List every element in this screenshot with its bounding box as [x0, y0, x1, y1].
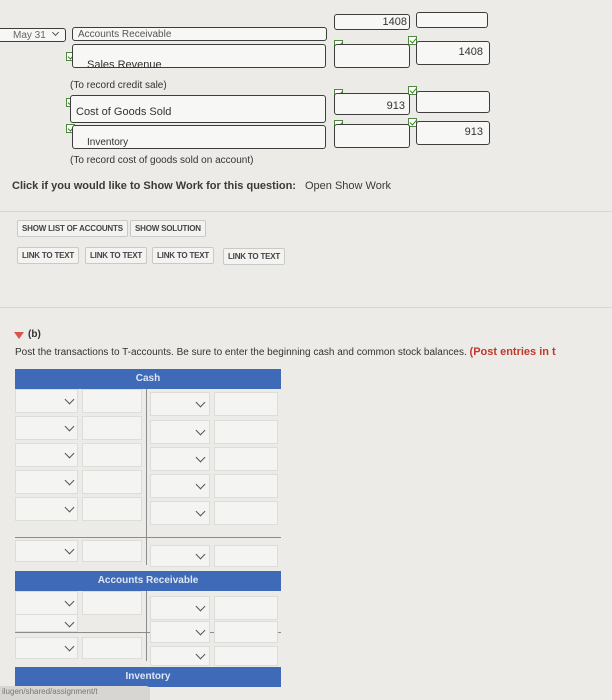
cash-credit-amount-input[interactable]	[214, 447, 278, 471]
cash-credit-amount-input[interactable]	[214, 420, 278, 444]
account-field-3-text: Cost of Goods Sold	[76, 106, 172, 118]
account-field-2-text: Sales Revenue	[87, 59, 162, 71]
chevron-down-icon	[196, 507, 206, 517]
divider	[0, 211, 612, 212]
ar-credit-amount-input[interactable]	[214, 596, 278, 620]
t-account-title-accounts-receivable: Accounts Receivable	[97, 575, 199, 586]
debit-field-1-value: 1408	[382, 16, 407, 28]
instruction-text: Post the transactions to T-accounts. Be sure to enter the beginning cash and common stock balances.	[15, 347, 467, 358]
cash-debit-account-select[interactable]	[15, 389, 78, 413]
chevron-down-icon	[196, 398, 206, 408]
cash-debit-amount-input[interactable]	[82, 470, 142, 494]
ar-debit-amount-input[interactable]	[82, 591, 142, 615]
date-select[interactable]	[0, 28, 66, 42]
cash-debit-amount-input[interactable]	[82, 540, 142, 562]
t-account-total-line	[15, 537, 281, 538]
entry-note-2: (To record cost of goods sold on account)	[70, 155, 254, 166]
ar-debit-amount-input[interactable]	[82, 637, 142, 659]
credit-field-4-value: 913	[464, 126, 483, 138]
cash-debit-account-select[interactable]	[15, 540, 78, 562]
chevron-down-icon	[65, 503, 75, 513]
chevron-down-icon	[196, 650, 206, 660]
cash-credit-account-select[interactable]	[150, 392, 210, 416]
chevron-down-icon	[196, 426, 206, 436]
credit-field-2[interactable]	[416, 41, 490, 65]
t-account-center-line	[146, 591, 147, 661]
cash-debit-account-select[interactable]	[15, 497, 78, 521]
part-b-label: (b)	[28, 329, 41, 340]
ar-credit-account-select[interactable]	[150, 646, 210, 666]
show-work-prompt: Click if you would like to Show Work for this question:	[12, 180, 296, 192]
cash-credit-amount-input[interactable]	[214, 392, 278, 416]
t-account-center-line	[146, 389, 147, 565]
show-list-of-accounts-button[interactable]: SHOW LIST OF ACCOUNTS	[17, 220, 128, 237]
ar-debit-account-select[interactable]	[15, 614, 78, 632]
debit-field-2[interactable]	[334, 44, 410, 68]
ar-credit-amount-input[interactable]	[214, 621, 278, 643]
chevron-down-icon	[65, 597, 75, 607]
ar-debit-account-select[interactable]	[15, 637, 78, 659]
chevron-down-icon	[52, 29, 59, 36]
account-field-1[interactable]	[72, 27, 327, 41]
cash-credit-amount-input[interactable]	[214, 501, 278, 525]
show-solution-button[interactable]: SHOW SOLUTION	[130, 220, 206, 237]
ar-credit-amount-input[interactable]	[214, 646, 278, 666]
cash-debit-amount-input[interactable]	[82, 416, 142, 440]
status-bar	[0, 686, 150, 700]
credit-field-4[interactable]	[416, 121, 490, 145]
cash-debit-amount-input[interactable]	[82, 497, 142, 521]
chevron-down-icon	[196, 626, 206, 636]
cash-debit-amount-input[interactable]	[82, 389, 142, 413]
chevron-down-icon	[65, 422, 75, 432]
chevron-down-icon	[65, 476, 75, 486]
chevron-down-icon	[65, 642, 75, 652]
link-to-text-button[interactable]: LINK TO TEXT	[17, 247, 79, 264]
chevron-down-icon	[196, 453, 206, 463]
t-account-header-inventory	[15, 667, 281, 687]
credit-field-1[interactable]	[416, 12, 488, 28]
divider	[0, 307, 612, 308]
chevron-down-icon	[196, 550, 206, 560]
t-account-header-accounts-receivable	[15, 571, 281, 591]
chevron-down-icon	[65, 449, 75, 459]
instruction-emphasis: (Post entries in t	[469, 346, 556, 358]
debit-field-3-value: 913	[386, 100, 405, 112]
cash-credit-account-select[interactable]	[150, 447, 210, 471]
cash-credit-account-select[interactable]	[150, 501, 210, 525]
debit-field-1[interactable]	[334, 14, 410, 30]
open-show-work-link[interactable]: Open Show Work	[305, 180, 392, 192]
ar-debit-account-select[interactable]	[15, 591, 78, 615]
part-b-instruction	[15, 346, 612, 358]
link-to-text-button[interactable]: LINK TO TEXT	[152, 247, 214, 264]
cash-debit-account-select[interactable]	[15, 416, 78, 440]
link-to-text-button[interactable]: LINK TO TEXT	[223, 248, 285, 265]
cash-debit-account-select[interactable]	[15, 443, 78, 467]
cash-debit-amount-input[interactable]	[82, 443, 142, 467]
cash-credit-account-select[interactable]	[150, 545, 210, 567]
credit-field-3[interactable]	[416, 91, 490, 113]
chevron-down-icon	[196, 480, 206, 490]
cash-credit-amount-input[interactable]	[214, 474, 278, 498]
cash-credit-account-select[interactable]	[150, 474, 210, 498]
credit-field-2-value: 1408	[458, 46, 483, 58]
debit-field-4[interactable]	[334, 124, 410, 148]
cash-credit-account-select[interactable]	[150, 420, 210, 444]
debit-field-3[interactable]	[334, 93, 410, 115]
link-to-text-button[interactable]: LINK TO TEXT	[85, 247, 147, 264]
chevron-down-icon	[65, 618, 75, 628]
t-account-header-cash	[15, 369, 281, 389]
ar-credit-account-select[interactable]	[150, 596, 210, 620]
account-field-3[interactable]	[70, 95, 326, 123]
status-bar-url: ilugen/shared/assignment/t	[2, 687, 98, 696]
account-field-4-text: Inventory	[87, 137, 129, 148]
collapse-triangle-icon[interactable]	[14, 332, 24, 339]
chevron-down-icon	[196, 602, 206, 612]
t-account-title-inventory: Inventory	[125, 671, 171, 682]
cash-credit-amount-input[interactable]	[214, 545, 278, 567]
entry-note-1: (To record credit sale)	[70, 80, 167, 91]
t-account-title-cash: Cash	[135, 373, 161, 384]
ar-credit-account-select[interactable]	[150, 621, 210, 643]
date-value: May 31	[13, 30, 46, 41]
account-field-1-text: Accounts Receivable	[78, 29, 172, 40]
chevron-down-icon	[65, 545, 75, 555]
cash-debit-account-select[interactable]	[15, 470, 78, 494]
chevron-down-icon	[65, 395, 75, 405]
